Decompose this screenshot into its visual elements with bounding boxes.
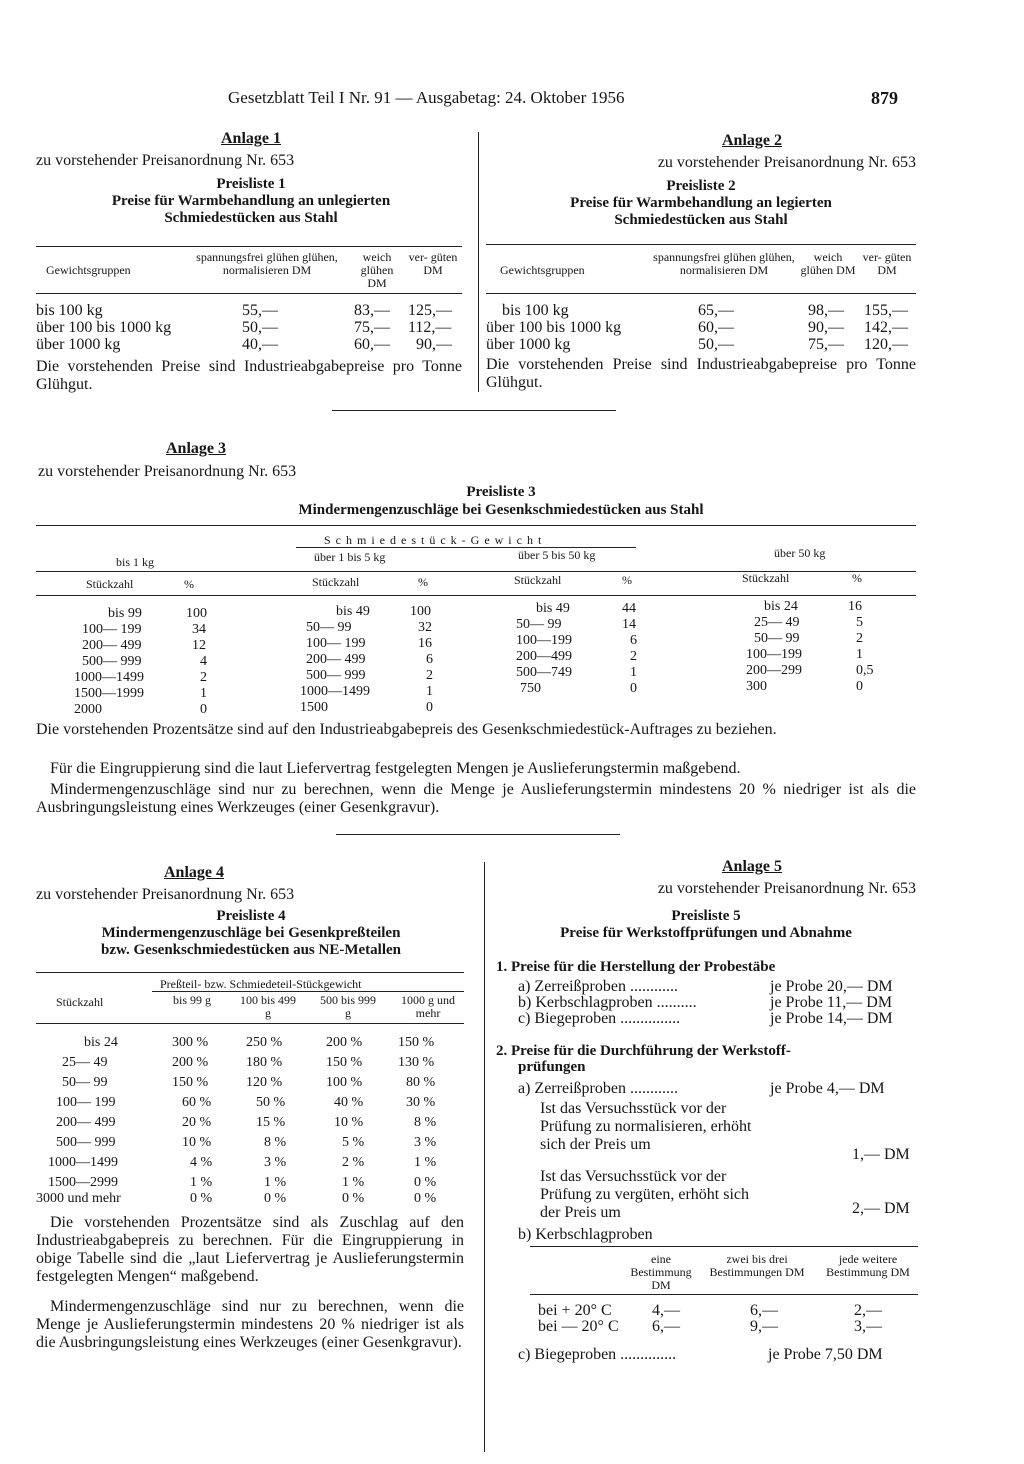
anlage-sub: zu vorstehender Preisanordnung Nr. 653 [36, 152, 295, 169]
anlage-sub: zu vorstehender Preisanordnung Nr. 653 [657, 880, 916, 897]
table-row: über 100 bis 1000 kg 50,— 75,— 112,— [36, 319, 452, 336]
table-row: 2000 0 [74, 702, 207, 717]
anlage-1 [36, 130, 466, 227]
table-row: 500— 999 2 [306, 668, 433, 683]
table-row: 1500—2999 1 % 1 % 1 % 0 % [48, 1175, 437, 1190]
table-row: 1500 0 [300, 700, 433, 715]
table-row: bei + 20° C 4,— 6,— 2,— [538, 1302, 882, 1319]
list-item: a) Zerreißproben ............ je Probe 20,— DM [518, 978, 893, 995]
item-price: 1,— DM [852, 1146, 910, 1163]
list-desc: Mindermengenzuschläge bei Gesenkschmiedestücken aus Stahl [298, 502, 704, 518]
table-row: bis 24 16 [764, 599, 862, 614]
table-row: 200—499 2 [516, 649, 637, 664]
anlage-sub: zu vorstehender Preisanordnung Nr. 653 [38, 463, 297, 480]
table-row: über 1000 kg 40,— 60,— 90,— [36, 336, 452, 353]
table-row: über 1000 kg 50,— 75,— 120,— [486, 336, 908, 353]
list-desc: Preise für Werkstoffprüfungen und Abnahme [560, 925, 852, 941]
table-row: 100— 199 60 % 50 % 40 % 30 % [56, 1095, 436, 1110]
table-row: 500— 999 10 % 8 % 5 % 3 % [56, 1135, 437, 1150]
col-header: % [418, 575, 428, 589]
anlage-heading: Anlage 5 [722, 858, 782, 875]
table-row: 300 0 [746, 679, 863, 694]
table-row: 50— 99 14 [516, 617, 636, 632]
group-header: über 50 kg [774, 546, 826, 560]
anlage-5 [496, 858, 916, 942]
col-header: % [622, 573, 632, 587]
table-row: 100—199 6 [516, 633, 637, 648]
list-desc: Preise für Warmbehandlung an legierten [570, 195, 832, 211]
note: Die vorstehenden Preise sind Industrieabgabepreise pro Tonne Glühgut. [36, 358, 462, 393]
surcharge-table-3 [36, 599, 916, 720]
list-title: Preisliste 4 [216, 908, 286, 924]
table-row: 200— 499 20 % 15 % 10 % 8 % [56, 1115, 437, 1130]
col-header: Stückzahl [514, 573, 562, 587]
section-title: 2. Preise für die Durchführung der Werkstoff- [496, 1043, 791, 1059]
table-row: 200— 499 6 [306, 652, 433, 667]
page-number: 879 [871, 88, 898, 108]
anlage-heading: Anlage 2 [722, 132, 782, 149]
table-row: bis 49 44 [536, 601, 636, 616]
col-header: Gewichtsgruppen [500, 263, 585, 277]
table-row: 1500—1999 1 [74, 686, 207, 701]
surcharge-table-4 [36, 1034, 464, 1206]
col-header: Stückzahl [742, 571, 790, 585]
table-row: 1000—1499 4 % 3 % 2 % 1 % [48, 1155, 437, 1170]
table-row: 750 0 [520, 681, 637, 696]
item-note: Ist das Versuchsstück vor der Prüfung zu vergüten, erhöht sich der Preis um [540, 1168, 749, 1221]
table-row: 50— 99 32 [306, 620, 432, 635]
table-row: bis 100 kg 65,— 98,— 155,— [502, 302, 908, 319]
col-header: jede weitere Bestimmung DM [826, 1252, 910, 1279]
notch-table [538, 1302, 918, 1338]
table-row: bis 100 kg 55,— 83,— 125,— [36, 302, 452, 319]
table-row: 50— 99 2 [754, 631, 863, 646]
list-desc: Schmiedestücken aus Stahl [614, 212, 788, 228]
anlage-sub: zu vorstehender Preisanordnung Nr. 653 [657, 154, 916, 171]
span-header: Schmiedestück-Gewicht [324, 533, 547, 547]
item-price: je Probe 7,50 DM [768, 1346, 883, 1363]
anlage-heading: Anlage 3 [166, 440, 226, 457]
note: Mindermengenzuschläge sind nur zu berechnen, wenn die Menge je Auslieferungstermin mindestens 20 % niedriger ist als die Ausbringungsleistung eines Werkzeuges (einer Gesenkgravur). [36, 781, 916, 816]
list-title: Preisliste 2 [666, 178, 736, 194]
span-header: Preßteil- bzw. Schmiedeteil-Stückgewicht [160, 977, 362, 991]
list-title: Preisliste 3 [466, 484, 536, 500]
note: Mindermengenzuschläge sind nur zu berechnen, wenn die Menge je Auslieferungstermin mindestens 20 % niedriger ist als die Ausbringungsleistung eines Werkzeuges (einer Gesenkgravur). [36, 1298, 464, 1351]
table-row: 200— 499 12 [82, 638, 206, 653]
note: Die vorstehenden Prozentsätze sind als Zuschlag auf den Industrieabgabepreis zu berechnen. Für die Eingruppierung in obige Tabelle sind die „laut Liefervertrag je Auslieferungstermin festgelegten Mengen“ maßgebend. [36, 1214, 464, 1285]
item-label: a) Zerreißproben ............ [518, 1080, 678, 1097]
col-header: weich glühen DM [360, 250, 394, 290]
col-header: ver- güten DM [862, 250, 912, 277]
list-desc: Mindermengenzuschläge bei Gesenkpreßteilen [101, 925, 401, 941]
table-row: 200—299 0,5 [746, 663, 874, 678]
table-row: bis 99 100 [108, 606, 207, 621]
anlage-4 [36, 864, 466, 959]
col-header: 100 bis 499 g [239, 993, 296, 1020]
col-header: weich glühen DM [800, 250, 856, 277]
anlage-2 [486, 132, 916, 229]
note: Die vorstehenden Preise sind Industrieabgabepreise pro Tonne Glühgut. [486, 356, 916, 391]
note: Die vorstehenden Prozentsätze sind auf den Industrieabgabepreis des Gesenkschmiedestück-Auftrages zu beziehen. [36, 721, 777, 738]
table-row: 1000—1499 2 [74, 670, 207, 685]
list-desc: Preise für Warmbehandlung an unlegierten [111, 193, 391, 209]
col-header: spannungsfrei glühen glühen, normalisieren DM [653, 250, 795, 277]
anlage-heading: Anlage 1 [221, 130, 281, 147]
table-row: 50— 99 150 % 120 % 100 % 80 % [62, 1075, 436, 1090]
table-row: bis 24 300 % 250 % 200 % 150 % [84, 1035, 435, 1050]
list-item: c) Biegeproben ............... je Probe 14,— DM [518, 1010, 893, 1027]
table-row: 25— 49 5 [754, 615, 863, 630]
col-header: Gewichtsgruppen [46, 263, 131, 277]
section-title: 1. Preise für die Herstellung der Probestäbe [496, 959, 776, 975]
col-header: bis 99 g [172, 993, 211, 1007]
col-header: Stückzahl [56, 995, 104, 1009]
table-row: 100— 199 16 [306, 636, 432, 651]
section-title: prüfungen [518, 1059, 586, 1075]
item-price: je Probe 4,— DM [770, 1080, 885, 1097]
table-row: 3000 und mehr 0 % 0 % 0 % 0 % [36, 1191, 437, 1206]
table-row: 25— 49 200 % 180 % 150 % 130 % [62, 1055, 435, 1070]
col-header: 500 bis 999 g [319, 993, 376, 1020]
table-row: 500— 999 4 [82, 654, 207, 669]
note: Für die Eingruppierung sind die laut Liefervertrag festgelegten Mengen je Auslieferungstermin maßgebend. [50, 760, 741, 777]
table-row: 500—749 1 [516, 665, 637, 680]
header-title: Gesetzblatt Teil I Nr. 91 — Ausgabetag: 24. Oktober 1956 [228, 88, 625, 107]
table-row: 100—199 1 [746, 647, 863, 662]
item-note: Ist das Versuchsstück vor der Prüfung zu normalisieren, erhöht sich der Preis um [540, 1100, 752, 1153]
list-desc: Schmiedestücken aus Stahl [164, 210, 338, 226]
item-label: c) Biegeproben .............. [518, 1346, 677, 1363]
anlage-sub: zu vorstehender Preisanordnung Nr. 653 [36, 886, 295, 903]
table-row: bei — 20° C 6,— 9,— 3,— [538, 1318, 882, 1335]
col-header: ver- güten DM [408, 250, 458, 277]
col-header: spannungsfrei glühen glühen, normalisieren DM [196, 250, 338, 277]
price-table-2 [486, 302, 916, 356]
col-header: % [184, 577, 194, 591]
item-label: b) Kerbschlagproben [518, 1226, 653, 1243]
group-header: über 5 bis 50 kg [518, 548, 596, 562]
table-row: über 100 bis 1000 kg 60,— 90,— 142,— [486, 319, 908, 336]
col-header: eine Bestimmung DM [630, 1252, 692, 1292]
list-title: Preisliste 1 [216, 176, 286, 192]
col-header: zwei bis drei Bestimmungen DM [709, 1252, 805, 1279]
item-price: 2,— DM [852, 1200, 910, 1217]
anlage-heading: Anlage 4 [164, 864, 224, 881]
price-list-5-1 [518, 978, 918, 1032]
col-header: % [852, 571, 862, 585]
price-table-1 [36, 302, 462, 356]
group-header: bis 1 kg [116, 555, 155, 569]
list-desc: bzw. Gesenkschmiedestücken aus NE-Metallen [101, 942, 401, 958]
col-header: 1000 g und mehr [401, 993, 455, 1020]
group-header: über 1 bis 5 kg [314, 550, 386, 564]
list-item: b) Kerbschlagproben .......... je Probe 11,— DM [518, 994, 893, 1011]
col-header: Stückzahl [312, 575, 360, 589]
table-row: bis 49 100 [336, 604, 431, 619]
table-row: 100— 199 34 [82, 622, 206, 637]
table-row: 1000—1499 1 [300, 684, 433, 699]
col-header: Stückzahl [86, 577, 134, 591]
list-title: Preisliste 5 [671, 908, 741, 924]
